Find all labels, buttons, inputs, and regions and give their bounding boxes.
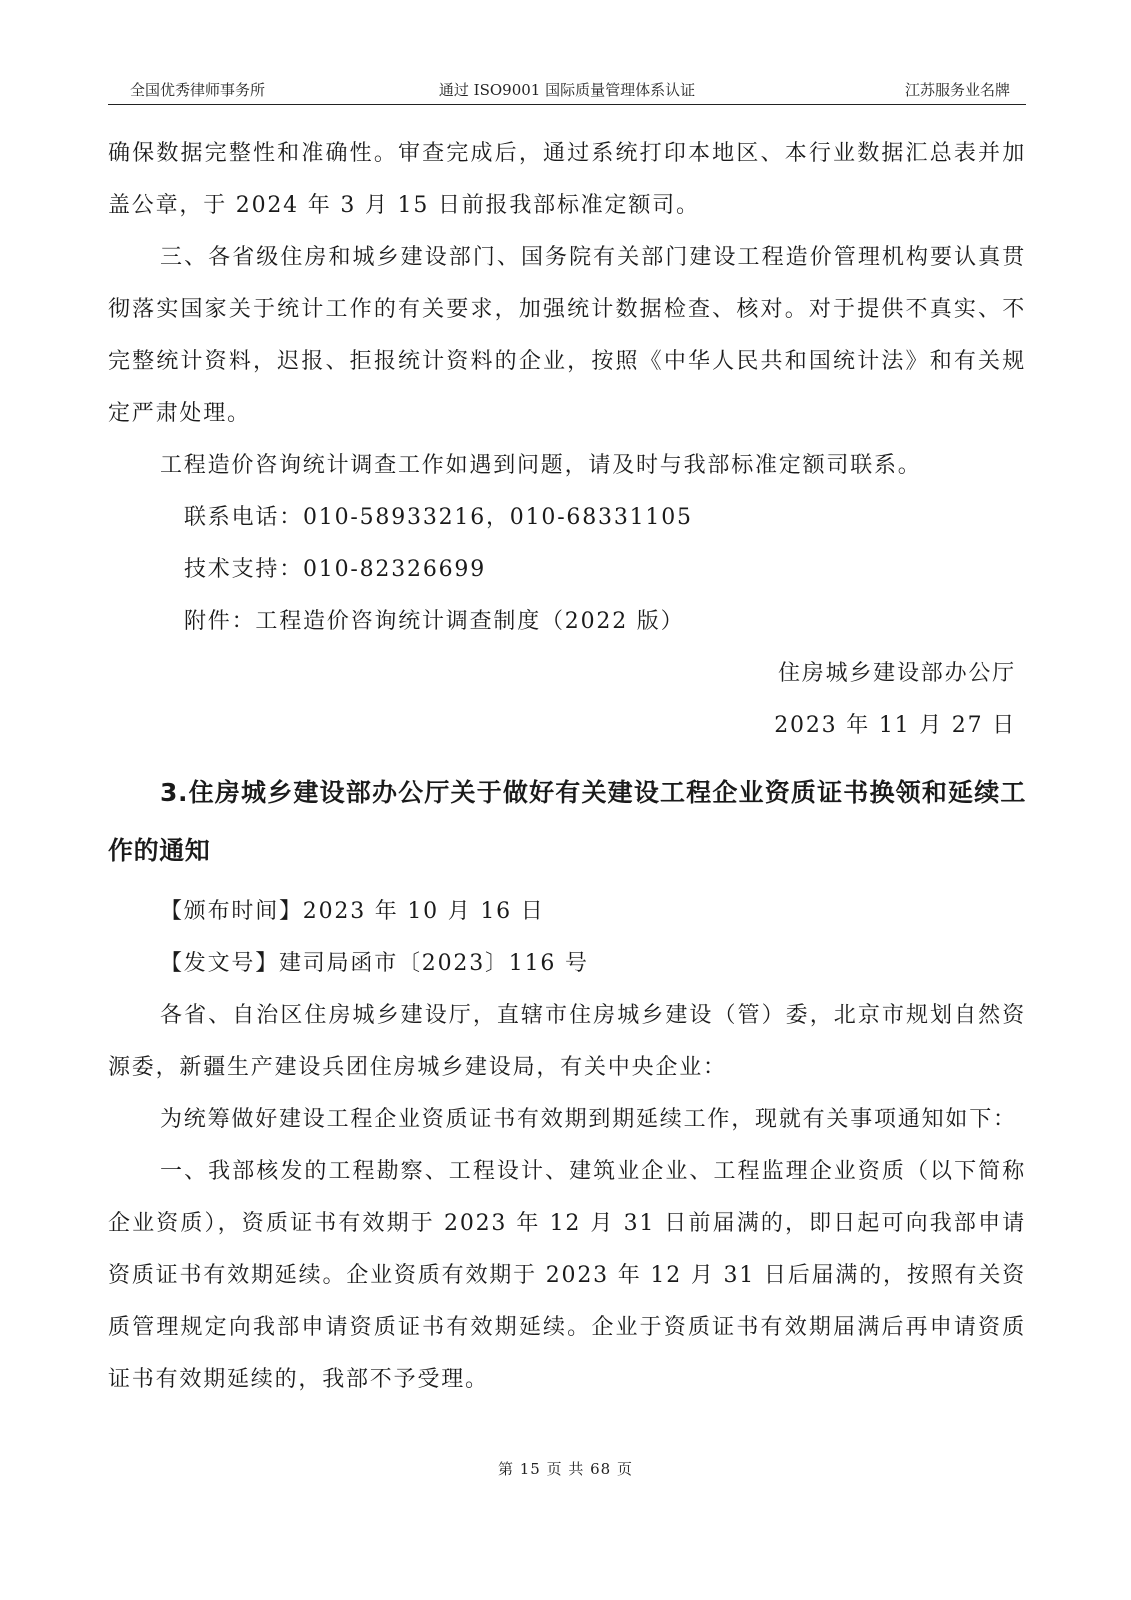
paragraph-item-three: 三、各省级住房和城乡建设部门、国务院有关部门建设工程造价管理机构要认真贯彻落实国家关于统计工作的有关要求，加强统计数据检查、核对。对于提供不真实、不完整统计资料，迟报、拒报统计资料的企业，按照《中华人民共和国统计法》和有关规定严肃处理。 — [108, 245, 1026, 426]
page-header — [108, 80, 1026, 105]
paragraph-item-one: 一、我部核发的工程勘察、工程设计、建筑业企业、工程监理企业资质（以下简称企业资质），资质证书有效期于 2023 年 12 月 31 日前届满的，即日起可向我部申请资质证书有效期延续。企业资质有效期于 2023 年 12 月 31 日后届满的，按照有关资质管理规定向我部申请资质证书有效期延续。企业于资质证书有效期届满后再申请资质证书有效期延续的，我部不予受理。 — [108, 1159, 1026, 1392]
page-number: 第 15 页 共 68 页 — [497, 1460, 633, 1478]
paragraph-data-review: 确保数据完整性和准确性。审查完成后，通过系统打印本地区、本行业数据汇总表并加盖公章，于 2024 年 3 月 15 日前报我部标准定额司。 — [108, 141, 1026, 218]
header-left-text: 全国优秀律师事务所 — [130, 81, 266, 99]
issue-time: 【颁布时间】2023 年 10 月 16 日 — [160, 899, 545, 924]
signature-org: 住房城乡建设部办公厅 — [777, 661, 1016, 686]
tech-support: 技术支持：010-82326699 — [184, 557, 487, 582]
header-right-text: 江苏服务业名牌 — [904, 81, 1010, 99]
contact-phone: 联系电话：010-58933216，010-68331105 — [184, 505, 693, 530]
signature-date: 2023 年 11 月 27 日 — [774, 713, 1016, 738]
document-body — [108, 128, 1026, 1406]
doc-number: 【发文号】建司局函市〔2023〕116 号 — [160, 951, 589, 976]
paragraph-addressees: 各省、自治区住房城乡建设厅，直辖市住房城乡建设（管）委，北京市规划自然资源委，新疆生产建设兵团住房城乡建设局，有关中央企业： — [108, 1003, 1026, 1080]
header-center-text: 通过 ISO9001 国际质量管理体系认证 — [438, 81, 696, 99]
section-title: 3.住房城乡建设部办公厅关于做好有关建设工程企业资质证书换领和延续工作的通知 — [108, 778, 1026, 865]
paragraph-contact-note: 工程造价咨询统计调查工作如遇到问题，请及时与我部标准定额司联系。 — [160, 453, 922, 478]
attachment-line: 附件：工程造价咨询统计调查制度（2022 版） — [184, 609, 685, 634]
paragraph-purpose: 为统筹做好建设工程企业资质证书有效期到期延续工作，现就有关事项通知如下： — [160, 1107, 1017, 1132]
